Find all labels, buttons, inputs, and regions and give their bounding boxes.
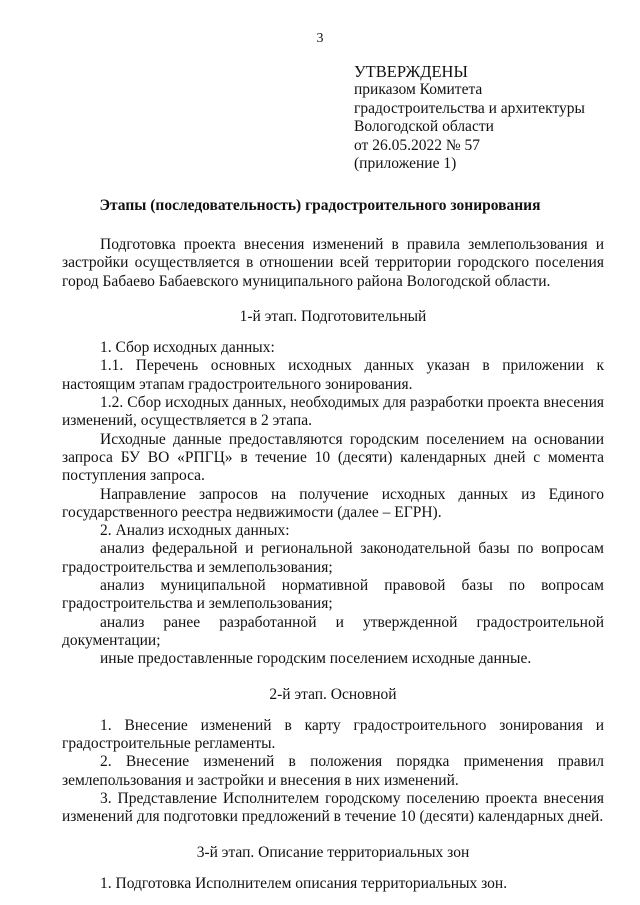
approval-line: (приложение 1): [354, 155, 457, 173]
stage2-paragraph: 2. Внесение изменений в положения порядка применения правил землепользования и застройки и внесения в них изменений.: [62, 753, 604, 789]
stage1-paragraph: Исходные данные предоставляются городским поселением на основании запроса БУ ВО «РПГЦ» в течение 10 (десяти) календарных дней с момента поступления запроса.: [62, 430, 604, 485]
stage1-paragraph: иные предоставленные городским поселением исходные данные.: [100, 650, 532, 668]
stage1-paragraph: 1.2. Сбор исходных данных, необходимых для разработки проекта внесения изменений, осуществляется в 2 этапа.: [62, 394, 604, 430]
stage1-paragraph: анализ федеральной и региональной законодательной базы по вопросам градостроительства и землепользования;: [62, 540, 604, 576]
stage2-paragraph: 1. Внесение изменений в карту градостроительного зонирования и градостроительные регламенты.: [62, 716, 604, 753]
stage1-paragraph: анализ ранее разработанной и утвержденной градостроительной документации;: [62, 613, 604, 649]
intro-paragraph: Подготовка проекта внесения изменений в правила землепользования и застройки осуществляется в отношении всей территории городского поселения город Бабаево Бабаевского муниципального района Вологодской области.: [62, 236, 604, 290]
approval-block: [354, 62, 585, 174]
stage3-paragraph: 1. Подготовка Исполнителем описания территориальных зон.: [100, 874, 508, 892]
document-body: [62, 236, 604, 893]
stage1-paragraph: 1.1. Перечень основных исходных данных указан в приложении к настоящим этапам градостроительного зонирования.: [62, 357, 604, 393]
stage1-heading: 1-й этап. Подготовительный: [239, 307, 427, 325]
stage1-paragraph: 1. Сбор исходных данных:: [100, 339, 275, 357]
approval-line: Вологодской области: [354, 118, 494, 136]
approval-line: приказом Комитета: [354, 81, 483, 98]
stage1-paragraph: Направление запросов на получение исходных данных из Единого государственного реестра недвижимости (далее – ЕГРН).: [62, 485, 604, 521]
stage1-paragraph: 2. Анализ исходных данных:: [100, 522, 290, 540]
approval-date-line: от 26.05.2022 № 57: [354, 136, 480, 154]
approval-line: градостроительства и архитектуры: [354, 99, 585, 117]
stage2-paragraph: 3. Представление Исполнителем городскому поселению проекта внесения изменений для подготовки предложений в течение 10 (десяти) календарных дней.: [62, 790, 604, 826]
stage1-paragraph: анализ муниципальной нормативной правовой базы по вопросам градостроительства и землепользования;: [62, 577, 604, 613]
stage3-heading: 3-й этап. Описание территориальных зон: [196, 843, 470, 861]
approval-heading: УТВЕРЖДЕНЫ: [354, 62, 468, 81]
document-title: Этапы (последовательность) градостроительного зонирования: [99, 197, 541, 214]
page-number: 3: [316, 31, 324, 46]
stage2-heading: 2-й этап. Основной: [269, 685, 397, 703]
